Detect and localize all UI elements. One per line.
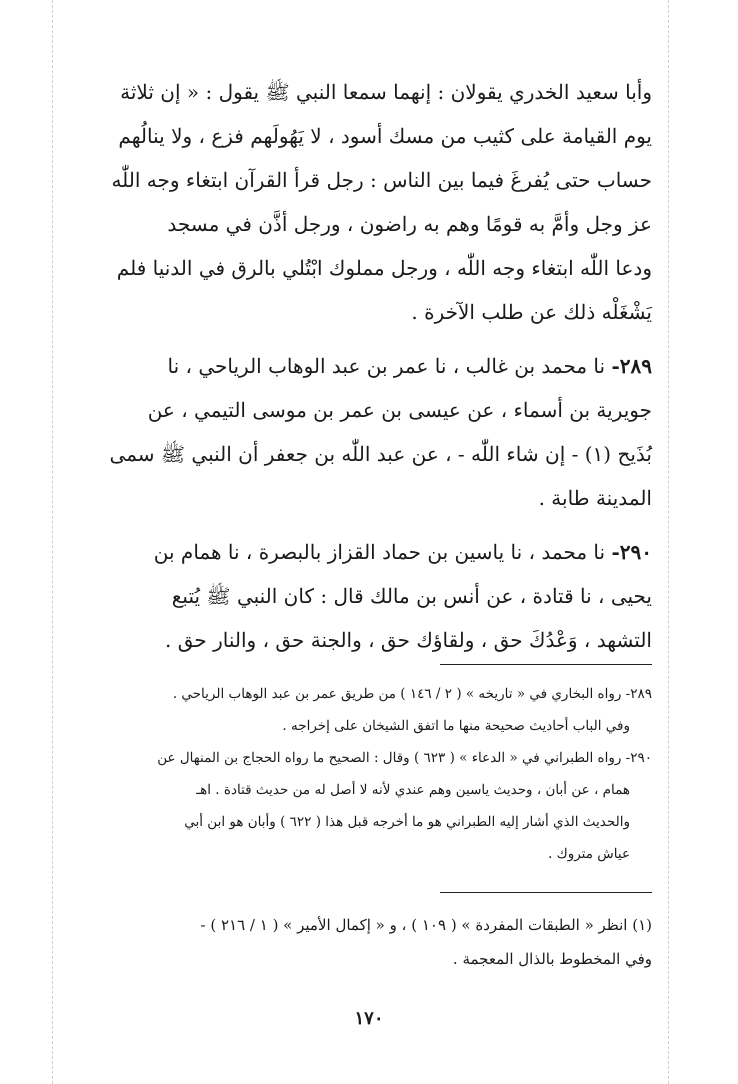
page-number: ١٧٠	[354, 1008, 384, 1029]
commentary-notes	[82, 678, 652, 870]
note-line: ٢٨٩- رواه البخاري في « تاريخه » ( ٢ / ١٤٦ ) من طريق عمر بن عبد الوهاب الرياحي .	[172, 686, 652, 702]
text-line: يحيى ، نا قتادة ، عن أنس بن مالك قال : كان النبي ﷺ يُتبع	[171, 584, 652, 608]
notes-divider	[440, 664, 652, 665]
text-line: وأبا سعيد الخدري يقولان : إنهما سمعا النبي ﷺ يقول : « إن ثلاثة	[120, 80, 652, 104]
note-line: همام ، عن أبان ، وحديث ياسين وهم عندي لأنه لا أصل له من حديث قتادة . اهـ	[196, 782, 630, 798]
note-line: وفي الباب أحاديث صحيحة منها ما اتفق الشيخان على إخراجه .	[282, 718, 630, 734]
text-line: التشهد ، وَعْدُكَ حق ، ولقاؤك حق ، والجنة حق ، والنار حق .	[165, 628, 652, 652]
text-line: المدينة طابة .	[538, 486, 652, 510]
scan-margin-line	[52, 0, 53, 1084]
note-line: عياش متروك .	[548, 846, 630, 862]
scan-margin-line	[668, 0, 669, 1084]
note-line: ٢٩٠- رواه الطبراني في « الدعاء » ( ٦٢٣ ) وقال : الصحيح ما رواه الحجاج بن المنهال عن	[157, 750, 652, 766]
text-line: ودعا اللّٰه ابتغاء وجه اللّٰه ، ورجل مملوك ابْتُلي بالرق في الدنيا فلم	[116, 256, 652, 280]
main-text	[82, 70, 652, 662]
footnote	[82, 908, 652, 976]
text-line: يوم القيامة على كثيب من مسك أسود ، لا يَهُولَهم فزع ، ولا ينالُهم	[118, 124, 652, 148]
footnote-divider	[440, 892, 652, 893]
footnote-line: وفي المخطوط بالذال المعجمة .	[452, 950, 652, 968]
text-line: يَشْغَلْه ذلك عن طلب الآخرة .	[411, 300, 652, 324]
hadith-290-line: ٢٩٠- نا محمد ، نا ياسين بن حماد القزاز بالبصرة ، نا همام بن	[153, 540, 652, 564]
hadith-number: ٢٨٩-	[611, 354, 652, 378]
text-line: حساب حتى يُفرغَ فيما بين الناس : رجل قرأ القرآن ابتغاء وجه اللّٰه	[111, 168, 652, 192]
text-line: جويرية بن أسماء ، عن عيسى بن عمر بن موسى التيمي ، عن	[147, 398, 652, 422]
footnote-line: (١) انظر « الطبقات المفردة » ( ١٠٩ ) ، و « إكمال الأمير » ( ١ / ٢١٦ ) -	[200, 916, 652, 934]
note-line: والحديث الذي أشار إليه الطبراني هو ما أخرجه قبل هذا ( ٦٢٢ ) وأبان هو ابن أبي	[184, 814, 630, 830]
hadith-number: ٢٩٠-	[611, 540, 652, 564]
text-line: عز وجل وأمَّ به قومًا وهم به راضون ، ورجل أذَّن في مسجد	[167, 212, 652, 236]
text-line: بُذَيح (١) - إن شاء اللّٰه - ، عن عبد اللّٰه بن جعفر أن النبي ﷺ سمى	[109, 442, 652, 466]
hadith-289-line: ٢٨٩- نا محمد بن غالب ، نا عمر بن عبد الوهاب الرياحي ، نا	[167, 354, 652, 378]
